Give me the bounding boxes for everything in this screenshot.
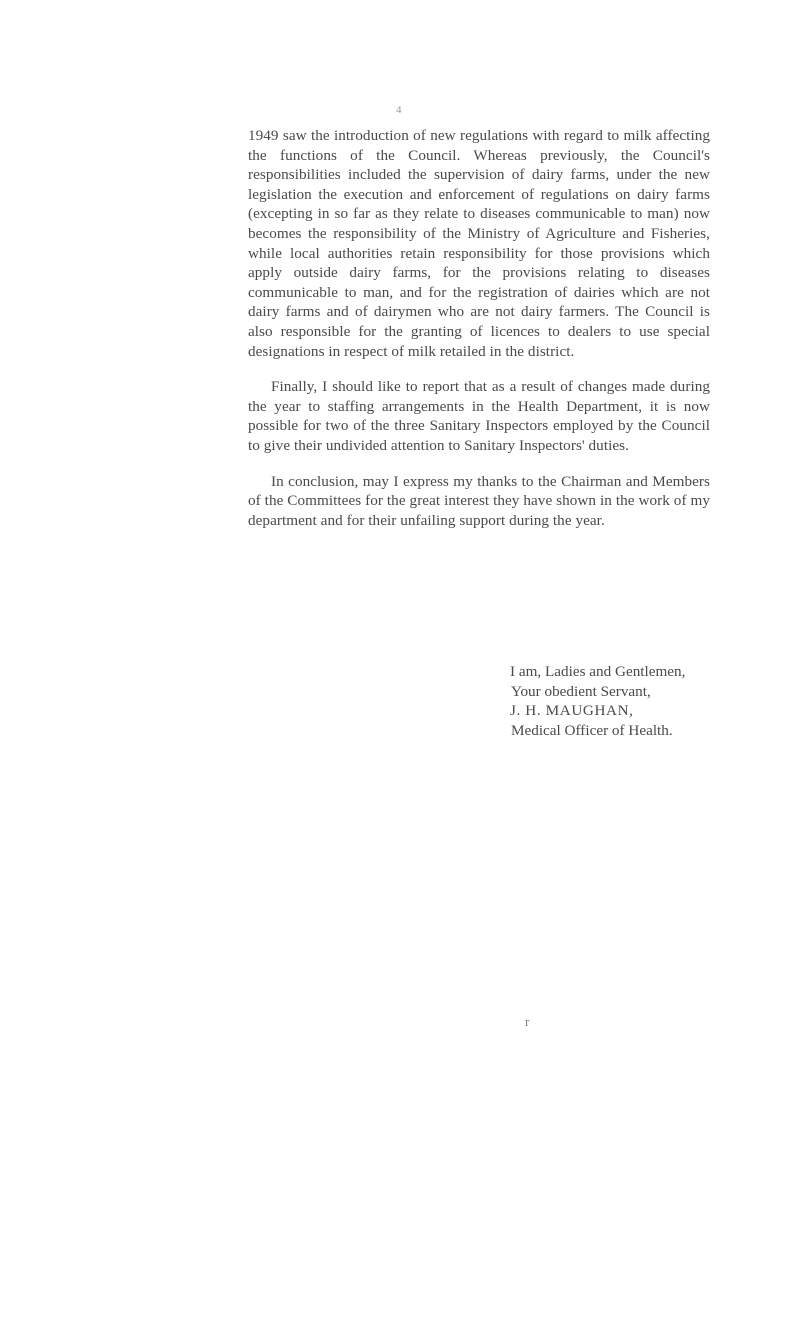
signature-title: Medical Officer of Health. bbox=[511, 721, 673, 739]
signature-salutation: I am, Ladies and Gentlemen, bbox=[510, 663, 686, 680]
letter-body bbox=[248, 126, 710, 546]
paragraph-milk-regulations: 1949 saw the introduction of new regulations with regard to milk affecting the functions of the Council. Whereas previously, the Council's responsibilities included the supervision of dairy farms, under the new legislation the execution and enforcement of regulations on dairy farms (excepting in so far as they relate to diseases communicable to man) now becomes the responsibility of the Ministry of Agriculture and Fisheries, while local authorities retain responsibility for those provisions which apply outside dairy farms, for the provisions relating to diseases communicable to man, and for the registration of dairies which are not dairy farms and of dairymen who are not dairy farmers. The Council is also responsible for the granting of licences to dealers to use special designations in respect of milk retailed in the district. bbox=[248, 127, 710, 360]
paragraph-conclusion: In conclusion, may I express my thanks to the Chairman and Members of the Committees for the great interest they have shown in the work of my department and for their unfailing support during the year. bbox=[248, 472, 710, 529]
signature-name: J. H. MAUGHAN, bbox=[510, 702, 634, 720]
signature-block bbox=[510, 662, 685, 740]
paragraph-staffing: Finally, I should like to report that as a result of changes made during the year to staffing arrangements in the Health Department, it is now possible for two of the three Sanitary Inspectors employed by the Council to give their undivided attention to Sanitary Inspectors' duties. bbox=[248, 378, 710, 454]
signature-closing: Your obedient Servant, bbox=[511, 682, 651, 700]
page-number: 4 bbox=[396, 104, 402, 116]
stray-mark: r bbox=[525, 1014, 530, 1029]
